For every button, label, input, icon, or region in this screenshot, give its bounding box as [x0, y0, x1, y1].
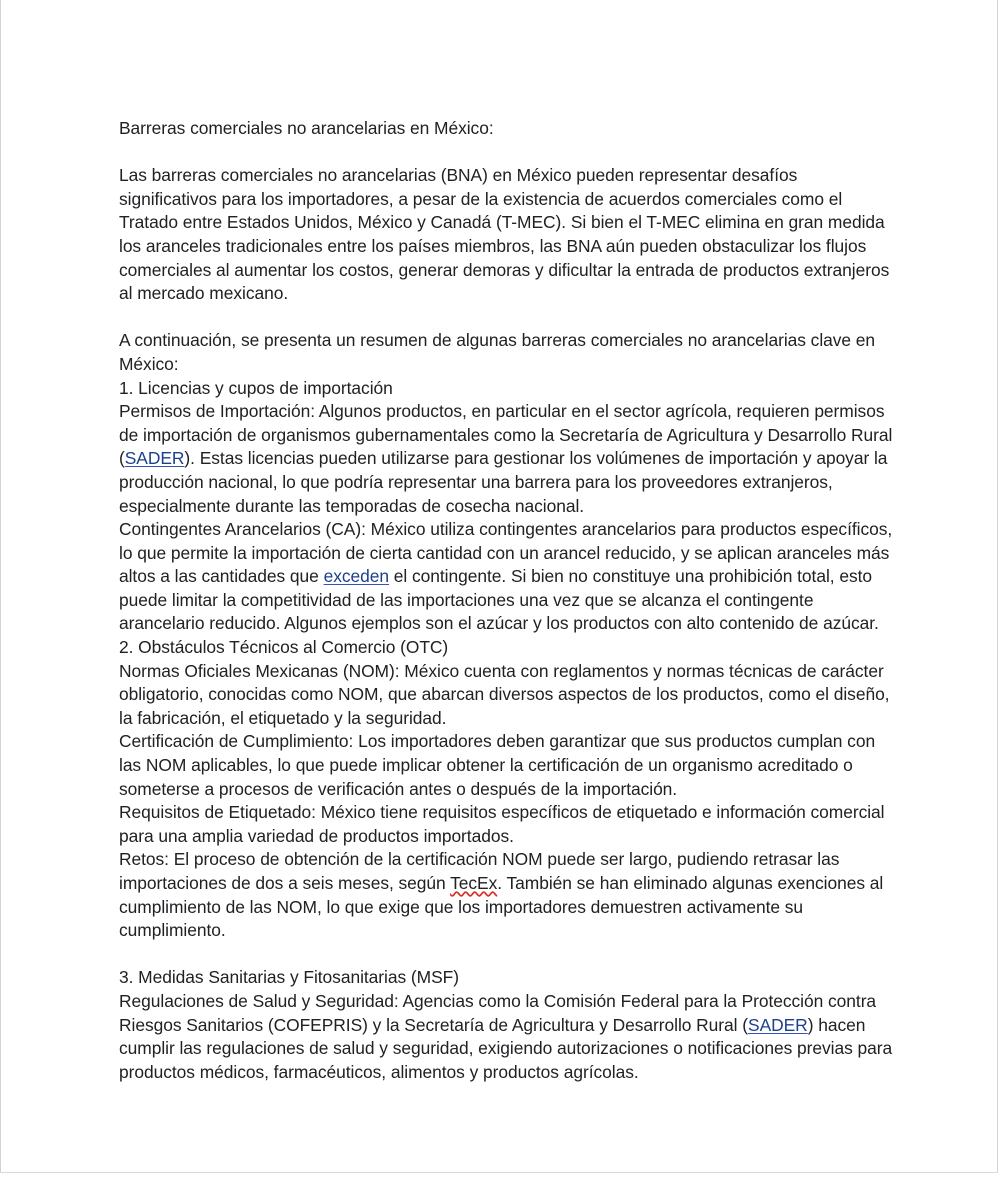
tariff-quotas-paragraph: Contingentes Arancelarios (CA): México utiliza contingentes arancelarios para productos específicos, lo que permite la importación de cierta cantidad con un arancel reducido, y se aplican aranceles más altos a las cantidades que exceden el contingente. Si bien no constituye una prohibición total, esto puede limitar la competitividad de las importaciones una vez que se alcanza el contingente arancelario reducido. Algunos ejemplos son el azúcar y los productos con alto contenido de azúcar. [119, 519, 893, 634]
blank-line [119, 141, 899, 165]
health-regulations-paragraph: Regulaciones de Salud y Seguridad: Agencias como la Comisión Federal para la Protección contra Riesgos Sanitarios (COFEPRIS) y la Secretaría de Agricultura y Desarrollo Rural (SADER) hacen cumplir las regulaciones de salud y seguridad, exigiendo autorizaciones o notificaciones previas para productos médicos, farmacéuticos, alimentos y productos agrícolas. [119, 990, 893, 1082]
challenges-paragraph: Retos: El proceso de obtención de la certificación NOM puede ser largo, pudiendo retrasar las importaciones de dos a seis meses, según TecEx. También se han eliminado algunas exenciones al cumplimiento de las NOM, lo que exige que los importadores demuestren activamente su cumplimiento. [119, 849, 884, 941]
certification-paragraph: Certificación de Cumplimiento: Los importadores deben garantizar que sus productos cumplan con las NOM aplicables, lo que puede implicar obtener la certificación de un organismo acreditado o someterse a procesos de verificación antes o después de la importación. [119, 731, 876, 799]
section-2-heading: 2. Obstáculos Técnicos al Comercio (OTC) [119, 637, 449, 658]
nom-paragraph: Normas Oficiales Mexicanas (NOM): México cuenta con reglamentos y normas técnicas de carácter obligatorio, conocidas como NOM, que abarcan diversos aspectos de los productos, como el diseño, la fabricación, el etiquetado y la seguridad. [119, 660, 890, 728]
labeling-paragraph: Requisitos de Etiquetado: México tiene requisitos específicos de etiquetado e información comercial para una amplia variedad de productos importados. [119, 802, 885, 846]
exceden-suggestion[interactable]: exceden [323, 566, 389, 587]
summary-paragraph: A continuación, se presenta un resumen de algunas barreras comerciales no arancelarias clave en México: [119, 330, 876, 374]
blank-line [119, 943, 899, 967]
import-permits-paragraph: Permisos de Importación: Algunos productos, en particular en el sector agrícola, requieren permisos de importación de organismos gubernamentales como la Secretaría de Agricultura y Desarrollo Rural (SADER). Estas licencias pueden utilizarse para gestionar los volúmenes de importación y apoyar la producción nacional, lo que podría representar una barrera para los proveedores extranjeros, especialmente durante las temporadas de cosecha nacional. [119, 401, 893, 516]
intro-paragraph: Las barreras comerciales no arancelarias (BNA) en México pueden representar desafíos significativos para los importadores, a pesar de la existencia de acuerdos comerciales como el Tratado entre Estados Unidos, México y Canadá (T-MEC). Si bien el T-MEC elimina en gran medida los aranceles tradicionales entre los países miembros, las BNA aún pueden obstaculizar los flujos comerciales al aumentar los costos, generar demoras y dificultar la entrada de productos extranjeros al mercado mexicano. [119, 165, 890, 304]
sader-link[interactable]: SADER [124, 448, 185, 469]
sader-link-2[interactable]: SADER [748, 1014, 808, 1035]
blank-line [119, 306, 899, 330]
tecex-spelling-mark[interactable]: TecEx [450, 873, 498, 893]
section-1-heading: 1. Licencias y cupos de importación [119, 377, 393, 398]
document-body[interactable] [119, 117, 899, 1084]
section-3-heading: 3. Medidas Sanitarias y Fitosanitarias (MSF) [119, 967, 459, 988]
document-title: Barreras comerciales no arancelarias en México: [119, 118, 494, 138]
